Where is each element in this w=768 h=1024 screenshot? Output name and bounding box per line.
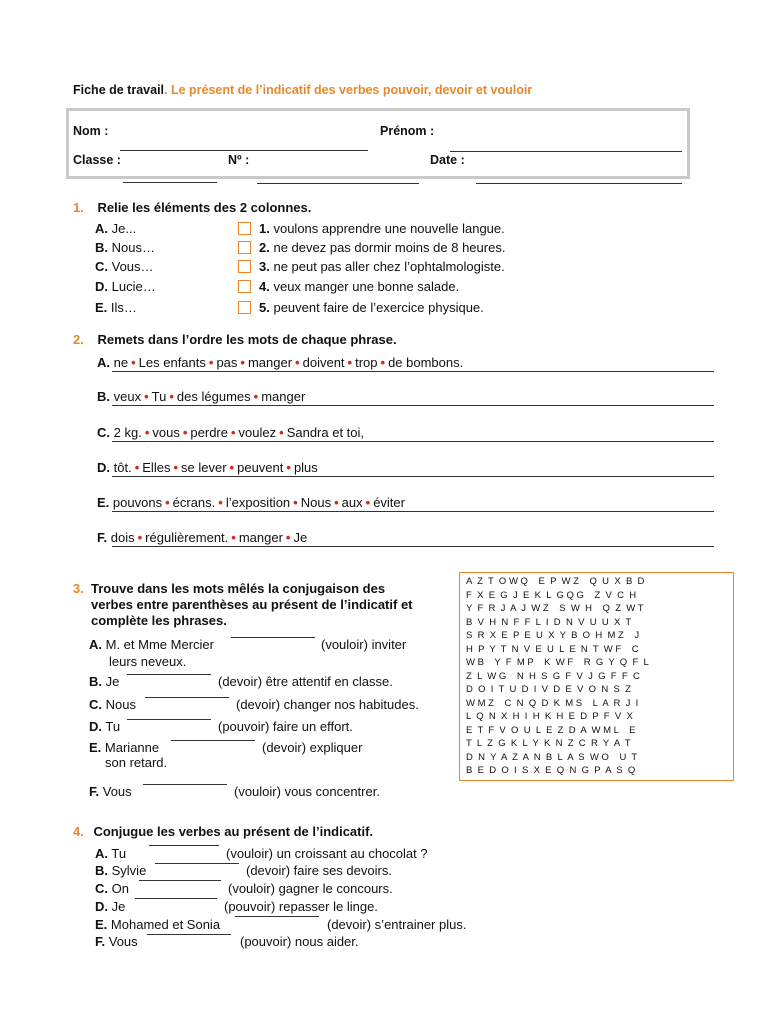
scrambled-word: Tu [151,389,167,404]
answer-blank[interactable] [127,707,211,720]
word-separator-dot: • [144,425,150,440]
grid-row: H P Y T N V E U L E N T W F C [466,643,639,655]
word-separator-dot: • [218,495,223,510]
answer-blank[interactable] [149,833,219,846]
q1-left-item [95,300,137,315]
classe-label: Classe : [73,153,121,167]
scrambled-word: Je [293,530,308,545]
q3-heading [73,581,84,596]
item-subject: Vous [102,784,132,799]
word-separator-dot: • [134,460,140,475]
item-letter: B. [89,674,102,689]
item-subject: Vous [108,934,138,949]
scrambled-word: régulièrement. [145,530,229,545]
item-verb: (pouvoir) faire un effort. [218,719,353,734]
q3-title-line: Trouve dans les mots mêlés la conjugaison des [91,581,386,596]
answer-blank[interactable] [171,728,255,741]
q3-item [89,784,132,799]
answer-blank[interactable] [155,851,239,864]
item-subject: Mohamed et Sonia [110,917,221,932]
scrambled-word: dois [110,530,135,545]
answer-checkbox[interactable] [238,241,251,254]
item-text: peuvent faire de l’exercice physique. [273,300,484,315]
item-text: Ils… [110,300,137,315]
scrambled-word: manger [261,389,306,404]
item-text: voulons apprendre une nouvelle langue. [273,221,505,236]
q4-item [95,881,129,896]
answer-line[interactable] [112,476,714,477]
q2-item [97,389,305,404]
worksheet-label: Fiche de travail [73,83,165,97]
answer-line[interactable] [112,441,714,442]
grid-row: A Z T O W Q E P W Z Q U X B D [466,576,645,587]
item-verb: (vouloir) gagner le concours. [228,881,393,896]
item-number: 2. [259,240,270,255]
scrambled-word: trop [355,355,378,370]
q4-item [95,899,125,914]
answer-blank[interactable] [139,868,221,881]
word-separator-dot: • [169,389,174,404]
item-verb: (pouvoir) repasser le linge. [224,899,378,914]
answer-checkbox[interactable] [238,301,251,314]
numero-label: Nº : [228,153,250,167]
scrambled-word: perdre [190,425,228,440]
nom-label: Nom : [73,124,109,138]
word-separator-dot: • [229,460,235,475]
identification-box [66,108,690,179]
item-verb: (vouloir) vous concentrer. [234,784,380,799]
item-letter: B. [97,389,110,404]
item-letter: C. [95,259,108,274]
q3-title [91,581,413,629]
grid-row: F X E G J E K L G Q G Z V C H [466,589,637,601]
item-subject: Sylvie [111,863,147,878]
scrambled-word: tôt. [113,460,132,475]
word-search-grid [459,572,734,781]
grid-row: W M Z C N Q D K M S L A R J I [466,697,639,709]
item-letter: A. [95,846,108,861]
item-text: Nous… [111,240,155,255]
word-separator-dot: • [293,495,298,510]
q1-number: 1. [73,200,84,215]
q2-number: 2. [73,332,84,347]
answer-line[interactable] [112,511,714,512]
scrambled-word: de bombons. [388,355,464,370]
item-letter: C. [97,425,110,440]
scrambled-word: veux [113,389,142,404]
word-separator-dot: • [173,460,179,475]
item-subject: M. et Mme Mercier [105,637,214,652]
q3-item [89,719,120,734]
q4-item [95,934,138,949]
q1-left-item [95,240,155,255]
q3-title-line: verbes entre parenthèses au présent de l’indicatif et [91,597,413,612]
item-verb: (devoir) faire ses devoirs. [246,863,392,878]
item-subject: Je [111,899,126,914]
item-letter: E. [89,740,102,755]
classe-field[interactable] [123,182,217,183]
answer-blank[interactable] [127,662,211,675]
q2-item [97,355,463,370]
item-continuation: son retard. [105,755,168,770]
scrambled-word: Les enfants [138,355,206,370]
word-separator-dot: • [137,530,143,545]
item-number: 1. [259,221,270,236]
word-separator-dot: • [279,425,284,440]
item-letter: D. [95,899,108,914]
scrambled-word: 2 kg. [113,425,142,440]
item-verb: (devoir) expliquer [262,740,363,755]
word-separator-dot: • [253,389,259,404]
item-letter: E. [95,300,108,315]
answer-checkbox[interactable] [238,280,251,293]
scrambled-word: ne [113,355,129,370]
q1-right-item [238,240,505,255]
word-separator-dot: • [208,355,214,370]
item-verb: (vouloir) inviter [321,637,407,652]
q4-title: Conjugue les verbes au présent de l’indicatif. [93,824,374,839]
item-text: veux manger une bonne salade. [273,279,460,294]
item-verb: (pouvoir) nous aider. [240,934,359,949]
q4-number: 4. [73,824,84,839]
q2-title: Remets dans l’ordre les mots de chaque phrase. [97,332,397,347]
answer-blank[interactable] [147,922,231,935]
answer-checkbox[interactable] [238,260,251,273]
item-subject: Je [105,674,120,689]
item-letter: F. [89,784,100,799]
word-separator-dot: • [347,355,353,370]
item-verb: (devoir) s’entrainer plus. [327,917,467,932]
grid-row: L Q N X H I H K H E D P F V X [466,711,633,722]
q3-item [89,674,119,689]
scrambled-word: vous [152,425,180,440]
item-letter: E. [95,917,108,932]
q1-left-item [95,259,154,274]
q2-item [97,530,307,545]
item-verb: (vouloir) un croissant au chocolat ? [226,846,428,861]
scrambled-word: Nous [300,495,332,510]
answer-line[interactable] [112,405,714,406]
item-letter: B. [95,240,108,255]
scrambled-word: Sandra et toi, [286,425,365,440]
item-letter: D. [95,279,108,294]
word-separator-dot: • [286,460,291,475]
grid-row: Y F R J A J W Z S W H Q Z W T [466,603,644,614]
scrambled-word: écrans. [172,495,216,510]
q1-right-item [238,300,484,315]
item-text: ne peut pas aller chez l’ophtalmologiste. [273,259,505,274]
q3-item [89,637,214,652]
q2-item [97,495,405,510]
q1-right-item [238,221,505,236]
item-letter: F. [95,934,106,949]
item-letter: B. [95,863,108,878]
grid-row: E T F V O U L E Z D A W M L E [466,724,636,736]
q4-heading [73,824,373,839]
item-letter: D. [97,460,110,475]
item-verb: (devoir) changer nos habitudes. [236,697,419,712]
item-number: 4. [259,279,270,294]
answer-line[interactable] [112,371,714,372]
date-field[interactable] [476,183,682,184]
grid-row: W B Y F M P K W F R G Y Q F L [466,657,649,668]
word-separator-dot: • [182,425,188,440]
word-separator-dot: • [365,495,371,510]
grid-row: B V H N F F L I D N V U U X T [466,616,632,628]
item-text: ne devez pas dormir moins de 8 heures. [273,240,506,255]
item-letter: F. [97,530,108,545]
word-separator-dot: • [230,425,236,440]
word-separator-dot: • [131,355,136,370]
nom-field[interactable] [120,150,368,151]
word-separator-dot: • [334,495,339,510]
scrambled-word: l’exposition [225,495,291,510]
item-letter: C. [95,881,108,896]
q1-left-item [95,279,156,294]
item-subject: Marianne [104,740,160,755]
date-label: Date : [430,153,465,167]
grid-row: D O I T U D I V D E V O N S Z [466,684,631,695]
scrambled-word: pouvons [112,495,163,510]
word-separator-dot: • [295,355,300,370]
item-letter: D. [89,719,102,734]
word-separator-dot: • [380,355,386,370]
scrambled-word: voulez [238,425,277,440]
item-subject: Tu [105,719,121,734]
word-separator-dot: • [231,530,236,545]
q3-number: 3. [73,581,84,596]
scrambled-word: éviter [373,495,405,510]
scrambled-word: manger [247,355,293,370]
grid-row: Z L W G N H S G F V J G F F C [466,670,640,682]
answer-blank[interactable] [143,772,227,785]
scrambled-word: doivent [302,355,345,370]
item-subject: On [111,881,129,896]
grid-row: S R X E P E U X Y B O H M Z J [466,630,640,641]
item-text: Lucie… [111,279,156,294]
scrambled-word: plus [293,460,318,475]
q2-item [97,460,318,475]
item-letter: A. [97,355,110,370]
prenom-field[interactable] [450,151,682,152]
item-verb: (devoir) être attentif en classe. [218,674,393,689]
scrambled-word: peuvent [237,460,284,475]
grid-row: B E D O I S X E Q N G P A S Q [466,765,636,776]
item-continuation: leurs neveux. [109,654,187,669]
item-number: 5. [259,300,270,315]
worksheet-title [73,83,532,97]
item-subject: Tu [111,846,127,861]
grid-row: D N Y A Z A N B L A S W O U T [466,751,638,763]
numero-field[interactable] [257,183,419,184]
item-text: Vous… [111,259,154,274]
item-letter: C. [89,697,102,712]
grid-row: T L Z G K L Y K N Z C R Y A T [466,738,631,749]
answer-blank[interactable] [231,625,315,638]
answer-blank[interactable] [235,904,319,917]
scrambled-word: manger [238,530,283,545]
worksheet-heading: . Le présent de l’indicatif des verbes pouvoir, devoir et vouloir [164,83,533,97]
word-separator-dot: • [240,355,245,370]
answer-blank[interactable] [135,886,217,899]
answer-checkbox[interactable] [238,222,251,235]
scrambled-word: Elles [142,460,171,475]
scrambled-word: aux [341,495,363,510]
q2-heading [73,332,397,347]
q2-item [97,425,364,440]
answer-blank[interactable] [145,685,229,698]
q4-item [95,846,126,861]
q1-heading [73,200,311,215]
item-letter: A. [95,221,108,236]
scrambled-word: se lever [181,460,227,475]
word-separator-dot: • [144,389,149,404]
q3-title-line: complète les phrases. [91,613,227,628]
q1-left-item [95,221,136,236]
answer-line[interactable] [112,546,714,547]
item-text: Je... [111,221,137,236]
q3-item [89,740,159,755]
word-separator-dot: • [285,530,291,545]
item-letter: A. [89,637,102,652]
q1-title: Relie les éléments des 2 colonnes. [97,200,312,215]
scrambled-word: des légumes [176,389,251,404]
word-separator-dot: • [165,495,170,510]
item-subject: Nous [105,697,136,712]
q1-right-item [238,279,459,294]
q1-right-item [238,259,505,274]
item-number: 3. [259,259,270,274]
scrambled-word: pas [216,355,238,370]
prenom-label: Prénom : [380,124,435,138]
item-letter: E. [97,495,110,510]
